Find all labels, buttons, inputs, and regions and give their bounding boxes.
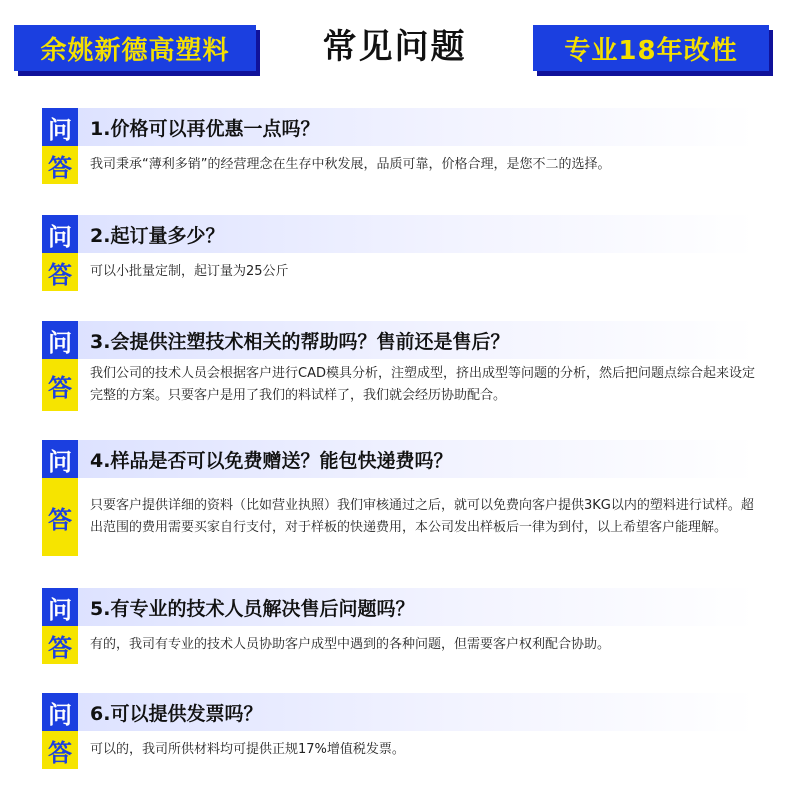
answer-text: 有的，我司有专业的技术人员协助客户成型中遇到的各种问题，但需要客户权利配合协助。 (90, 637, 611, 652)
question-text: 4.样品是否可以免费赠送？能包快递费吗？ (78, 440, 756, 478)
answer-row (42, 146, 756, 184)
question-marker: 问 (42, 440, 78, 478)
answer-text: 我司秉承“薄利多销”的经营理念在生存中秋发展，品质可靠，价格合理，是您不二的选择。 (90, 157, 611, 172)
answer-text: 可以小批量定制，起订量为25公斤 (90, 264, 289, 279)
question-row (42, 321, 756, 359)
faq-item-5 (42, 588, 756, 664)
question-text: 1.价格可以再优惠一点吗？ (78, 108, 756, 146)
answer-row (42, 731, 756, 769)
question-row (42, 215, 756, 253)
question-text: 3.会提供注塑技术相关的帮助吗？售前还是售后？ (78, 321, 756, 359)
page-title: 常见问题 (322, 27, 467, 67)
answer-text: 可以的，我司所供材料均可提供正规17%增值税发票。 (90, 742, 405, 757)
answer-marker: 答 (42, 731, 78, 769)
question-marker: 问 (42, 588, 78, 626)
question-row (42, 108, 756, 146)
answer-marker: 答 (42, 478, 78, 556)
company-name-badge: 余姚新德高塑料 (14, 25, 256, 71)
question-marker: 问 (42, 215, 78, 253)
answer-text: 我们公司的技术人员会根据客户进行CAD模具分析，注塑成型，挤出成型等问题的分析，然后把问题点综合起来设定完整的方案。只要客户是用了我们的料试样了，我们就会经历协助配合。 (90, 366, 755, 403)
question-row (42, 693, 756, 731)
question-text: 6.可以提供发票吗？ (78, 693, 756, 731)
question-marker: 问 (42, 108, 78, 146)
answer-row (42, 253, 756, 291)
answer-row (42, 478, 756, 556)
question-text: 2.起订量多少？ (78, 215, 756, 253)
question-text: 5.有专业的技术人员解决售后问题吗？ (78, 588, 756, 626)
answer-marker: 答 (42, 626, 78, 664)
question-marker: 问 (42, 693, 78, 731)
header (0, 0, 790, 90)
answer-row (42, 359, 756, 411)
answer-text: 只要客户提供详细的资料（比如营业执照）我们审核通过之后，就可以免费向客户提供3KG以内的塑料进行试样。超出范围的费用需要买家自行支付，对于样板的快递费用，本公司发出样板后一律为到付，以上希望客户能理解。 (90, 498, 754, 535)
question-marker: 问 (42, 321, 78, 359)
faq-item-4 (42, 440, 756, 556)
answer-marker: 答 (42, 253, 78, 291)
question-row (42, 588, 756, 626)
question-row (42, 440, 756, 478)
answer-marker: 答 (42, 359, 78, 411)
faq-item-6 (42, 693, 756, 769)
slogan-badge: 专业18年改性 (533, 25, 769, 71)
answer-row (42, 626, 756, 664)
faq-item-1 (42, 108, 756, 184)
faq-item-2 (42, 215, 756, 291)
faq-item-3 (42, 321, 756, 411)
answer-marker: 答 (42, 146, 78, 184)
